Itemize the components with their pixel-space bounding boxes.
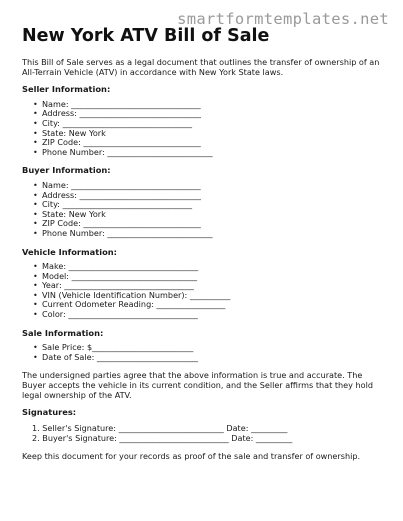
signature-lines <box>22 423 387 443</box>
seller-name-field: • Name: ________________________________ <box>22 100 387 110</box>
vehicle-year-field: • Year: ________________________________ <box>22 281 387 291</box>
vehicle-make-field: • Make: ________________________________ <box>22 262 387 272</box>
agreement-paragraph: The undersigned parties agree that the above information is true and accurate. The Buyer accepts the vehicle in its current condition, and the Seller affirms that they hold legal ownership of the ATV. <box>22 370 373 400</box>
sale-price-field: • Sale Price: $_________________________ <box>22 343 387 353</box>
buyer-state-field: • State: New York <box>22 210 387 220</box>
vehicle-vin-field: • VIN (Vehicle Identification Number): __________ <box>22 291 387 301</box>
sale-date-field: • Date of Sale: _________________________ <box>22 353 387 363</box>
buyer-fields <box>22 181 387 239</box>
signatures-heading: Signatures: <box>22 407 77 418</box>
buyer-heading: Buyer Information: <box>22 165 111 176</box>
buyer-signature-line: 2. Buyer's Signature: ___________________________ Date: _________ <box>32 432 293 443</box>
sale-heading: Sale Information: <box>22 327 104 338</box>
document-title: New York ATV Bill of Sale <box>22 26 270 46</box>
vehicle-odometer-field: • Current Odometer Reading: _________________ <box>22 300 387 310</box>
watermark: smartformtemplates.net <box>177 10 389 28</box>
vehicle-color-field: • Color: ________________________________ <box>22 310 387 320</box>
buyer-city-field: • City: ________________________________ <box>22 200 387 210</box>
vehicle-heading: Vehicle Information: <box>22 246 117 257</box>
seller-state-field: • State: New York <box>22 129 387 139</box>
seller-zip-field: • ZIP Code: _____________________________ <box>22 138 387 148</box>
seller-fields <box>22 100 387 158</box>
buyer-name-field: • Name: ________________________________ <box>22 181 387 191</box>
buyer-phone-field: • Phone Number: __________________________ <box>22 229 387 239</box>
seller-heading: Seller Information: <box>22 84 111 95</box>
buyer-zip-field: • ZIP Code: _____________________________ <box>22 219 387 229</box>
buyer-address-field: • Address: ______________________________ <box>22 191 387 201</box>
seller-signature-line: 1. Seller's Signature: __________________________ Date: _________ <box>32 422 288 433</box>
intro-paragraph: This Bill of Sale serves as a legal document that outlines the transfer of ownership of an All-Terrain Vehicle (ATV) in accordance with New York State laws. <box>22 57 380 77</box>
document-body <box>22 58 387 461</box>
sale-fields <box>22 343 387 362</box>
seller-city-field: • City: ________________________________ <box>22 119 387 129</box>
vehicle-model-field: • Model: _______________________________ <box>22 272 387 282</box>
vehicle-fields <box>22 262 387 320</box>
seller-address-field: • Address: ______________________________ <box>22 109 387 119</box>
seller-phone-field: • Phone Number: __________________________ <box>22 148 387 158</box>
closing-paragraph: Keep this document for your records as proof of the sale and transfer of ownership. <box>22 450 361 461</box>
